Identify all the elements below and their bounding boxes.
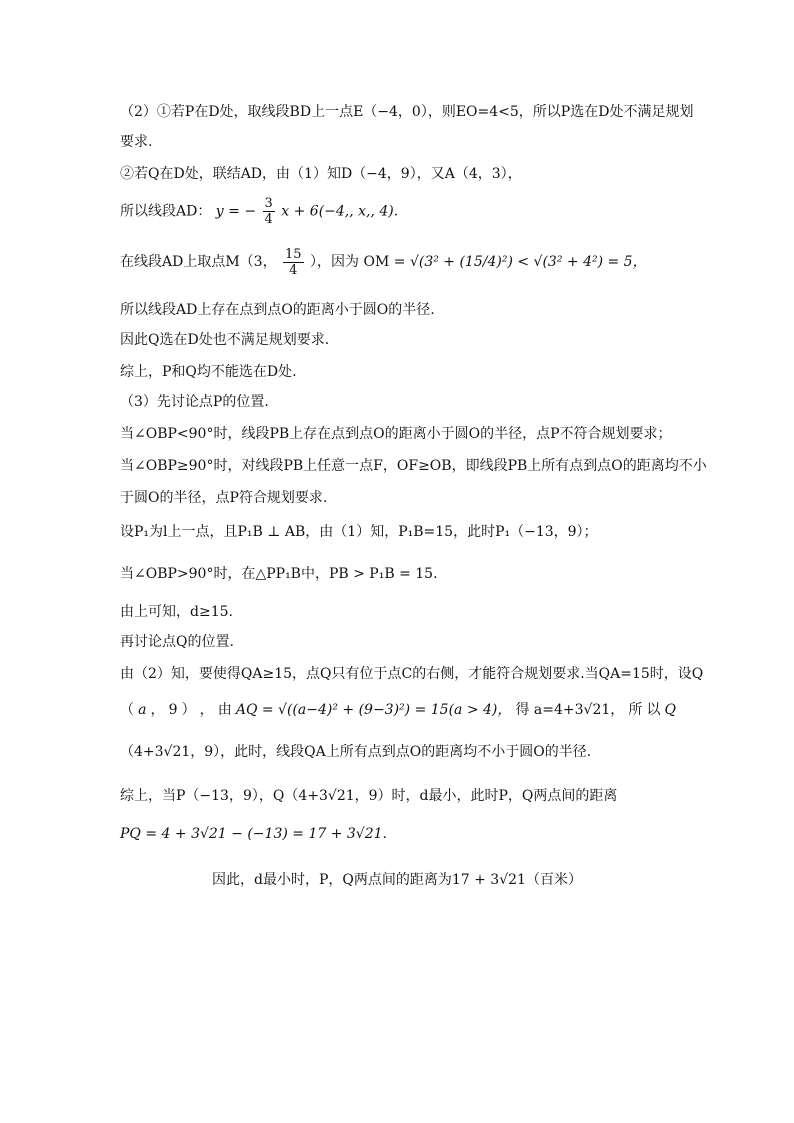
text-line-15: 由上可知，d≥15. — [120, 604, 233, 620]
text-line-8: 综上，P和Q均不能选在D处. — [120, 364, 297, 380]
line-18-equation: AQ = √((a−4)² + (9−3)²) = 15(a > 4)， — [235, 702, 512, 718]
text-line-4 — [120, 196, 676, 227]
line-4-fraction-num: 3 — [264, 196, 273, 211]
text-line-3: ②若Q在D处，联结AD，由（1）知D（−4，9），又A（4，3）， — [120, 166, 522, 182]
line-4-fraction — [263, 196, 275, 227]
line-18-part: Q — [664, 702, 676, 718]
text-line-6: 所以线段AD上存在点到点O的距离小于圆O的半径. — [120, 302, 435, 318]
line-18-part: 由 — [217, 702, 232, 718]
text-line-9: （3）先讨论点P的位置. — [120, 394, 269, 410]
text-line-12: 于圆O的半径，点P符合规划要求. — [120, 490, 328, 506]
line-5-fraction — [283, 247, 304, 278]
text-line-13: 设P₁为l上一点，且P₁B ⊥ AB，由（1）知，P₁B=15，此时P₁（−13，9）； — [120, 524, 598, 540]
line-18-result: 得 a=4+3√21， — [515, 702, 625, 718]
text-line-22: 因此，d最小时，P，Q两点间的距离为17 + 3√21（百米） — [212, 872, 582, 888]
line-18-part: 所 — [628, 702, 643, 718]
line-18-part: a — [138, 702, 147, 718]
text-line-2: 要求. — [120, 134, 153, 150]
line-5-fraction-num: 15 — [285, 246, 302, 262]
line-18-part: 9 — [168, 702, 178, 718]
text-line-5 — [120, 244, 676, 280]
line-5-fraction-den: 4 — [289, 262, 298, 278]
text-line-7: 因此Q选在D处也不满足规划要求. — [120, 332, 330, 348]
text-line-11: 当∠OBP≥90°时，对线段PB上任意一点F，OF≥OB，即线段PB上所有点到点O的距离均不小 — [120, 458, 707, 474]
line-4-prefix: 所以线段AD： — [120, 203, 212, 220]
line-18-part: （ — [120, 702, 134, 718]
text-line-17: 由（2）知，要使得QA≥15，点Q只有位于点C的右侧，才能符合规划要求.当QA=15时，设Q — [120, 666, 704, 682]
line-5-prefix: 在线段AD上取点M（3， — [120, 254, 277, 270]
line-4-rest: x + 6(−4,, x,, 4). — [281, 203, 399, 220]
text-line-16: 再讨论点Q的位置. — [120, 634, 234, 650]
text-line-18 — [120, 700, 676, 720]
line-18-part: ， — [150, 702, 165, 718]
text-line-20: 综上，当P（−13，9），Q（4+3√21，9）时，d最小，此时P，Q两点间的距离 — [120, 788, 618, 804]
text-line-10: 当∠OBP<90°时，线段PB上存在点到点O的距离小于圆O的半径，点P不符合规划要求； — [120, 426, 672, 442]
text-line-14: 当∠OBP>90°时，在△PP₁B中，PB > P₁B = 15. — [120, 566, 438, 582]
text-line-1: （2）①若P在D处，取线段BD上一点E（−4，0），则EO=4<5，所以P选在D处不满足规划 — [120, 104, 694, 120]
line-5-math: √(3² + (15/4)²) < √(3² + 4²) = 5， — [409, 254, 647, 270]
text-line-19: （4+3√21，9），此时，线段QA上所有点到点O的距离均不小于圆O的半径. — [120, 744, 592, 760]
line-18-part: ， — [199, 702, 214, 718]
line-4-fraction-den: 4 — [264, 212, 273, 227]
line-18-part: 以 — [646, 702, 661, 718]
text-line-21: PQ = 4 + 3√21 − (−13) = 17 + 3√21. — [120, 826, 387, 842]
line-4-y: y = − — [215, 203, 257, 220]
line-5-mid: ），因为 OM = — [310, 254, 410, 270]
line-18-part: ） — [181, 702, 196, 718]
